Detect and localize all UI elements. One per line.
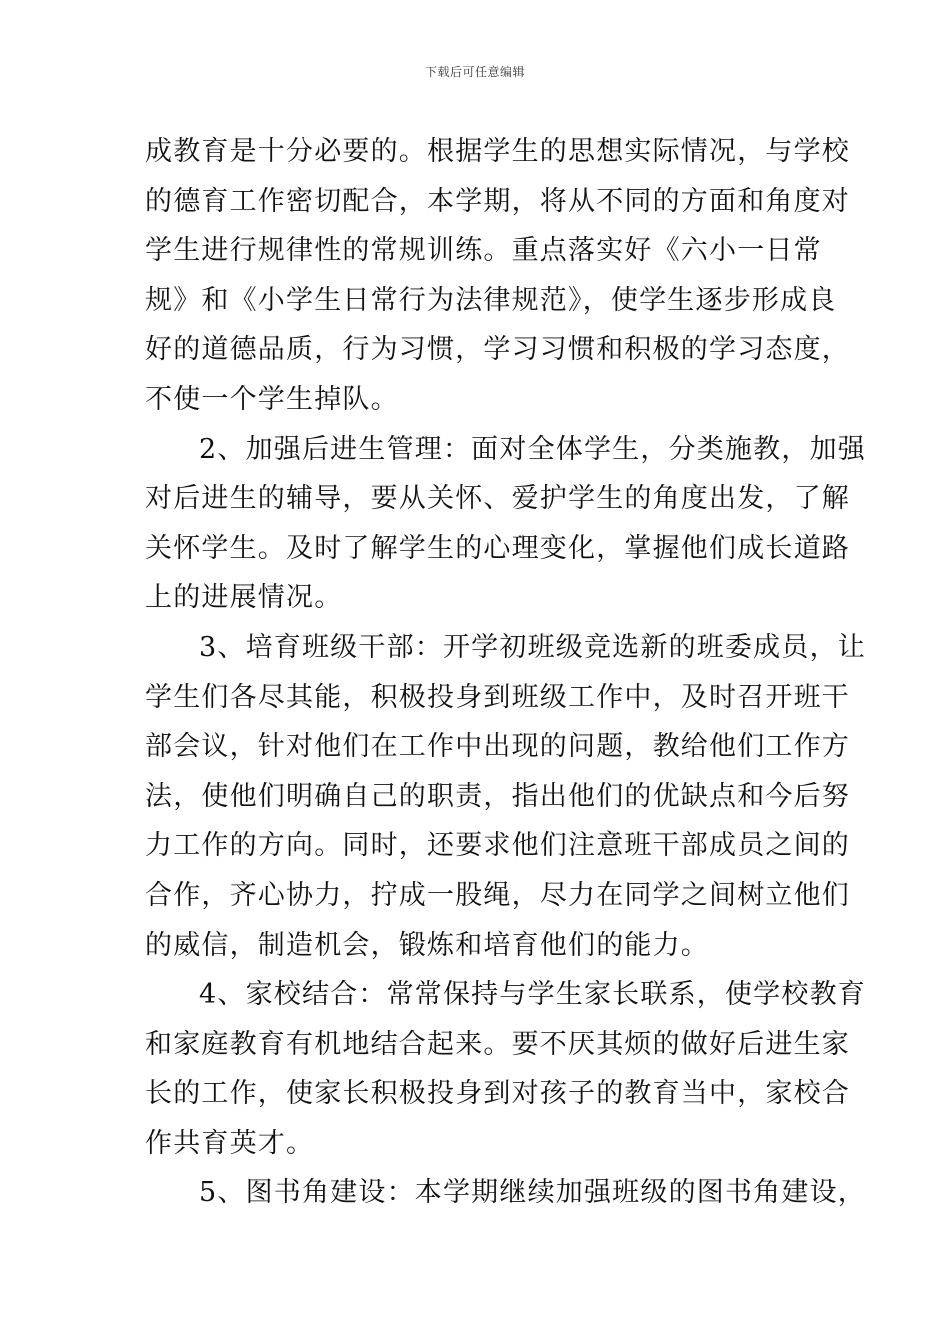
text-line: 好的道德品质，行为习惯，学习习惯和积极的学习态度，: [145, 334, 850, 366]
text-line: 学生进行规律性的常规训练。重点落实好《六小一日常: [145, 235, 822, 267]
document-body: [145, 127, 866, 1218]
text-line: 规》和《小学生日常行为法律规范》，使学生逐步形成良: [145, 284, 837, 316]
text-line: 作共育英才。: [145, 1127, 315, 1159]
text-line: 力工作的方向。同时，还要求他们注意班干部成员之间的: [145, 830, 850, 862]
text-line: 关怀学生。及时了解学生的心理变化，掌握他们成长道路: [145, 532, 850, 564]
paragraph-start-line: 2、加强后进生管理：面对全体学生，分类施教，加强: [199, 433, 866, 465]
text-line: 部会议，针对他们在工作中出现的问题，教给他们工作方: [145, 731, 850, 763]
text-line: 不使一个学生掉队。: [145, 383, 399, 415]
paragraph-start-line: 3、培育班级干部：开学初班级竞选新的班委成员，让: [199, 631, 866, 663]
text-line: 成教育是十分必要的。根据学生的思想实际情况，与学校: [145, 136, 850, 167]
text-line: 和家庭教育有机地结合起来。要不厌其烦的做好后进生家: [145, 1028, 850, 1060]
text-line: 法，使他们明确自己的职责，指出他们的优缺点和今后努: [145, 780, 850, 812]
paragraph-start-line: 5、图书角建设：本学期继续加强班级的图书角建设，: [199, 1177, 866, 1209]
text-line: 对后进生的辅导，要从关怀、爱护学生的角度出发，了解: [145, 483, 850, 515]
text-line: 的威信，制造机会，锻炼和培育他们的能力。: [145, 929, 709, 961]
paragraph-start-line: 4、家校结合：常常保持与学生家长联系，使学校教育: [199, 979, 866, 1011]
page-header: 下载后可任意编辑: [424, 65, 525, 79]
text-line: 的德育工作密切配合，本学期，将从不同的方面和角度对: [145, 185, 850, 217]
text-line: 上的进展情况。: [145, 582, 343, 614]
text-line: 合作，齐心协力，拧成一股绳，尽力在同学之间树立他们: [145, 879, 850, 911]
text-line: 学生们各尽其能，积极投身到班级工作中，及时召开班干: [145, 681, 850, 713]
text-line: 长的工作，使家长积极投身到对孩子的教育当中，家校合: [145, 1078, 850, 1110]
